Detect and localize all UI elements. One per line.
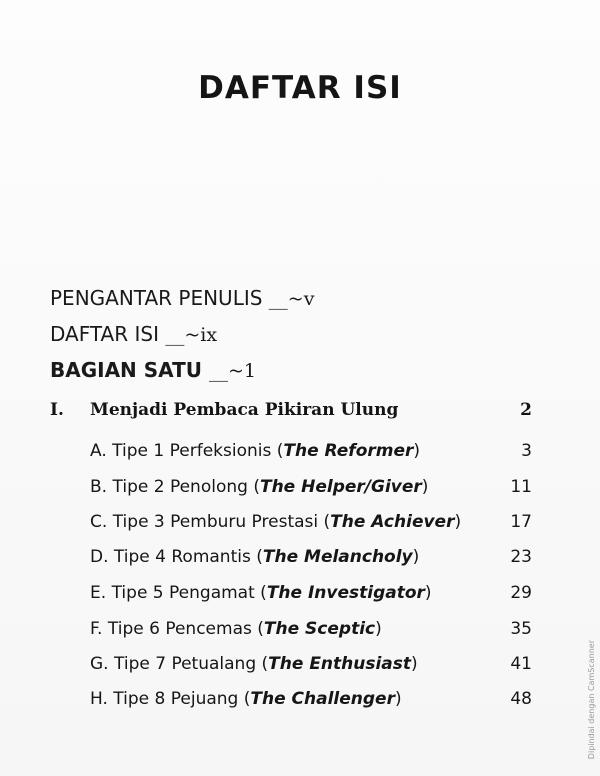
entry-letter: C.: [90, 512, 108, 532]
entry-letter: A.: [90, 441, 107, 461]
page-title: DAFTAR ISI: [198, 70, 402, 106]
entry-name: Pencemas: [165, 619, 252, 639]
entry-page-number: 11: [510, 477, 532, 497]
toc-entry: H. Tipe 8 Pejuang (The Challenger) 48: [90, 689, 532, 709]
entry-name: Pemburu Prestasi: [170, 512, 319, 532]
entry-type: Tipe 2: [112, 477, 165, 497]
entry-english-name: The Sceptic: [263, 619, 376, 639]
entry-page-number: 17: [510, 512, 532, 532]
entry-type: Tipe 8: [113, 689, 166, 709]
front-matter-preface: [50, 286, 314, 310]
entry-name: Pengamat: [169, 583, 255, 603]
entry-english-name: The Melancholy: [262, 547, 413, 567]
entry-page-number: 48: [510, 689, 532, 709]
toc-entry: A. Tipe 1 Perfeksionis (The Reformer) 3: [90, 441, 532, 461]
front-matter-ref: __~1: [208, 360, 256, 382]
scanner-watermark: Dipindai dengan CamScanner: [587, 640, 596, 760]
entry-english-name: The Enthusiast: [268, 654, 412, 674]
entry-page-number: 29: [510, 583, 532, 603]
entry-letter: B.: [90, 477, 108, 497]
entry-name: Penolong: [169, 477, 248, 497]
entry-name: Perfeksionis: [169, 441, 272, 461]
front-matter-ref: __~ix: [165, 324, 218, 346]
entry-english-name: The Reformer: [283, 441, 414, 461]
chapter-title: Menjadi Pembaca Pikiran Ulung: [90, 400, 399, 420]
entry-letter: G.: [90, 654, 109, 674]
entry-letter: D.: [90, 547, 109, 567]
entry-type: Tipe 5: [111, 583, 164, 603]
entry-page-number: 23: [510, 547, 532, 567]
entry-letter: H.: [90, 689, 108, 709]
toc-entry: G. Tipe 7 Petualang (The Enthusiast) 41: [90, 654, 532, 674]
entry-english-name: The Challenger: [250, 689, 395, 709]
front-matter-label: DAFTAR ISI: [50, 322, 159, 346]
toc-entry: D. Tipe 4 Romantis (The Melancholy) 23: [90, 547, 532, 567]
front-matter-label: PENGANTAR PENULIS: [50, 286, 263, 310]
entry-type: Tipe 1: [112, 441, 165, 461]
front-matter-ref: __~v: [268, 288, 315, 310]
entry-page-number: 41: [510, 654, 532, 674]
entry-type: Tipe 4: [113, 547, 166, 567]
toc-entry: C. Tipe 3 Pemburu Prestasi (The Achiever) 17: [90, 512, 532, 532]
front-matter-toc: [50, 322, 217, 346]
entry-letter: F.: [90, 619, 103, 639]
entry-type: Tipe 3: [112, 512, 165, 532]
entry-type: Tipe 6: [107, 619, 160, 639]
entry-english-name: The Achiever: [330, 512, 455, 532]
entry-name: Pejuang: [170, 689, 239, 709]
entry-type: Tipe 7: [113, 654, 167, 674]
front-matter-part-one: [50, 358, 256, 382]
chapter-page-number: 2: [520, 400, 532, 420]
toc-entry: E. Tipe 5 Pengamat (The Investigator) 29: [90, 583, 532, 603]
toc-entry: B. Tipe 2 Penolong (The Helper/Giver) 11: [90, 477, 532, 497]
entry-name: Petualang: [171, 654, 257, 674]
entry-letter: E.: [90, 583, 107, 603]
entry-page-number: 35: [510, 619, 532, 639]
entry-english-name: The Helper/Giver: [259, 477, 422, 497]
entry-english-name: The Investigator: [266, 583, 425, 603]
chapter-number: I.: [50, 400, 64, 420]
front-matter-label: BAGIAN SATU: [50, 358, 202, 382]
toc-entry: F. Tipe 6 Pencemas (The Sceptic) 35: [90, 619, 532, 639]
entry-name: Romantis: [171, 547, 251, 567]
entry-page-number: 3: [521, 441, 532, 461]
